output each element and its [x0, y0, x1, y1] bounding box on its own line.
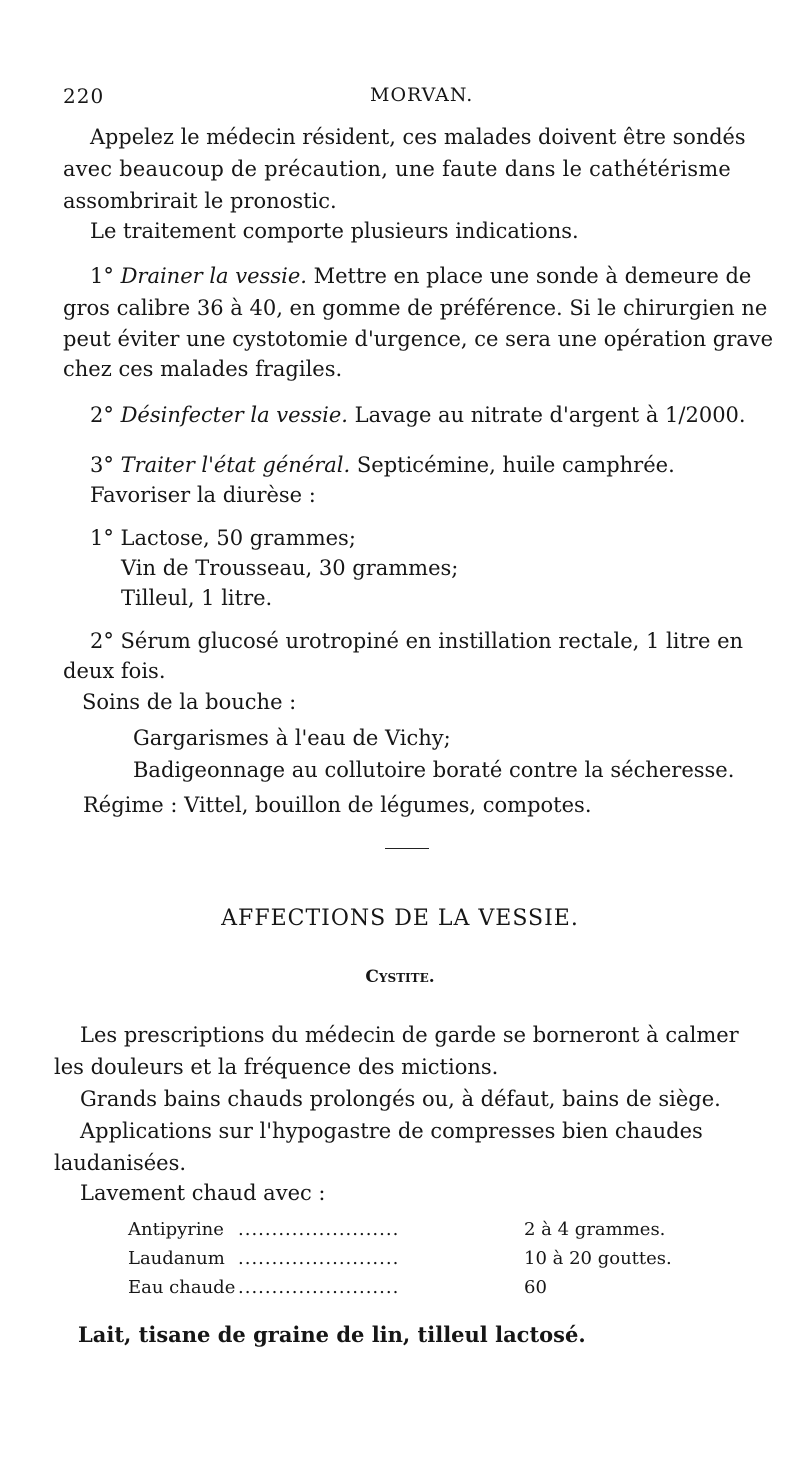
item-title: Drainer la vessie. [120, 264, 307, 288]
paragraph-line: les douleurs et la fréquence des mictions. [54, 1055, 499, 1079]
ingredient-name: Eau chaude [128, 1277, 236, 1298]
paragraph-line: Favoriser la diurèse : [90, 483, 316, 507]
page-number: 220 [63, 84, 105, 108]
item-number: 2° [90, 403, 114, 427]
paragraph-line: Lavement chaud avec : [80, 1181, 326, 1205]
item-title: Traiter l'état général. [120, 453, 351, 477]
paragraph-line: peut éviter une cystotomie d'urgence, ce sera une opération grave [63, 327, 774, 351]
ingredient-name: Laudanum [128, 1248, 225, 1269]
leader-dots: ........................ [238, 1219, 400, 1240]
section-title: AFFECTIONS DE LA VESSIE. [221, 906, 579, 931]
ingredient-quantity: 2 à 4 grammes. [524, 1219, 666, 1240]
paragraph-line: assombrirait le pronostic. [63, 189, 337, 213]
item-text: Septicémine, huile camphrée. [356, 453, 675, 477]
leader-dots: ........................ [238, 1248, 400, 1269]
section-divider [385, 848, 429, 849]
paragraph-line: chez ces malades fragiles. [63, 357, 343, 381]
paragraph-line: avec beaucoup de précaution, une faute dans le cathétérisme [63, 157, 732, 181]
running-title: MORVAN. [370, 84, 474, 106]
paragraph-line: gros calibre 36 à 40, en gomme de préférence. Si le chirurgien ne [63, 296, 768, 320]
paragraph-line: laudanisées. [54, 1151, 187, 1175]
item-title: Désinfecter la vessie. [120, 403, 348, 427]
diurese-line: 1° Lactose, 50 grammes; [90, 526, 356, 550]
paragraph-line [90, 124, 790, 150]
final-line: Lait, tisane de graine de lin, tilleul lactosé. [78, 1322, 586, 1347]
ingredient-quantity: 10 à 20 gouttes. [524, 1248, 672, 1269]
item-text: Lavage au nitrate d'argent à 1/2000. [354, 403, 746, 427]
paragraph-line: 2° Sérum glucosé urotropiné en instillation rectale, 1 litre en [90, 629, 744, 653]
ingredient-quantity: 60 [524, 1277, 547, 1298]
item-number: 3° [90, 453, 114, 477]
ingredient-name: Antipyrine [128, 1219, 224, 1240]
diurese-line: Tilleul, 1 litre. [121, 586, 273, 610]
subsection-title: Cystite. [365, 967, 435, 987]
soins-line: Badigeonnage au collutoire boraté contre la sécheresse. [133, 758, 735, 782]
item-number: 1° [90, 264, 114, 288]
paragraph-line: Applications sur l'hypogastre de compresses bien chaudes [80, 1119, 703, 1143]
paragraph-line: Le traitement comporte plusieurs indications. [90, 219, 579, 243]
paragraph-line: deux fois. [63, 659, 166, 683]
regime-line: Régime : Vittel, bouillon de légumes, compotes. [83, 793, 592, 817]
treatment-item-1 [90, 263, 751, 289]
soins-title: Soins de la bouche : [82, 690, 297, 714]
item-text: Mettre en place une sonde à demeure de [313, 264, 752, 288]
leader-dots: ........................ [238, 1277, 400, 1298]
text: Appelez le médecin résident, ces malades doivent être sondés [90, 125, 746, 149]
soins-line: Gargarismes à l'eau de Vichy; [133, 726, 451, 750]
treatment-item-3 [90, 452, 675, 478]
paragraph-line: Les prescriptions du médecin de garde se borneront à calmer [80, 1023, 739, 1047]
paragraph-line: Grands bains chauds prolongés ou, à défaut, bains de siège. [80, 1087, 721, 1111]
treatment-item-2 [90, 402, 746, 428]
diurese-line: Vin de Trousseau, 30 grammes; [121, 556, 459, 580]
